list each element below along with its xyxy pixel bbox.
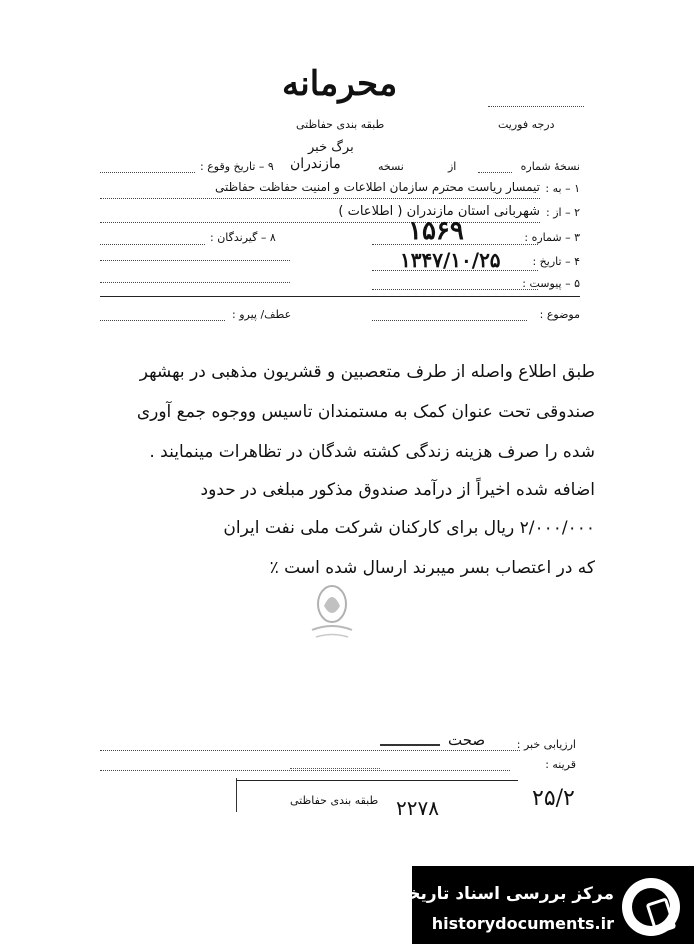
event-date-label: ۹ – تاریخ وقوع : bbox=[200, 160, 274, 173]
footer-left-border bbox=[236, 778, 237, 812]
body-line-3: شده را صرف هزینه زندگی کشته شدگان در تظاهرات مینمایند . bbox=[149, 442, 595, 462]
watermark-org-name: مرکز بررسی اسناد تاریخی bbox=[391, 884, 614, 904]
subject-dots bbox=[372, 320, 527, 321]
archive-logo-icon bbox=[622, 878, 680, 936]
indication-dots bbox=[100, 770, 510, 771]
to-dots bbox=[100, 198, 540, 199]
to-label: ۱ – به : bbox=[545, 182, 580, 195]
evaluation-dots bbox=[100, 750, 520, 751]
footer-divider bbox=[236, 780, 518, 781]
date-label: ۴ – تاریخ : bbox=[532, 255, 580, 268]
reference-label: عطف/ پیرو : bbox=[232, 308, 292, 321]
date-dots bbox=[372, 270, 538, 271]
recipients-dots bbox=[100, 244, 205, 245]
from-copy-label: از bbox=[448, 160, 457, 173]
evaluation-scribble bbox=[380, 744, 440, 746]
evaluation-value: صحت bbox=[448, 731, 486, 749]
handwritten-note-left: ۲۲۷۸ bbox=[396, 796, 439, 820]
attachment-label: ۵ – پیوست : bbox=[522, 277, 580, 290]
watermark-site: historydocuments.ir bbox=[431, 914, 614, 933]
form-name: برگ خبر bbox=[308, 140, 354, 155]
from-label: ۲ – از : bbox=[546, 206, 580, 219]
recipients-dots-3 bbox=[100, 282, 290, 283]
date-value: ۱۳۴۷/۱۰/۲۵ bbox=[400, 248, 501, 272]
recipients-dots-2 bbox=[100, 260, 290, 261]
handwritten-note-right: ۲۵/۲ bbox=[532, 786, 575, 811]
emblem-stamp bbox=[306, 580, 358, 640]
body-line-6: که در اعتصاب بسر میبرند ارسال شده است ٪ bbox=[269, 558, 595, 578]
copy-number-label: نسخهٔ شماره bbox=[520, 160, 580, 173]
subject-label: موضوع : bbox=[539, 308, 580, 321]
header-divider bbox=[100, 296, 580, 297]
copies-label: نسخه bbox=[378, 160, 404, 173]
body-line-2: صندوقی تحت عنوان کمک به مستمندان تاسیس ووجوه جمع آوری bbox=[136, 402, 595, 422]
attachment-dots bbox=[372, 289, 538, 290]
number-dots bbox=[372, 244, 538, 245]
indication-label: قرینه : bbox=[545, 758, 576, 771]
body-line-5: ۲/۰۰۰/۰۰۰ ریال برای کارکنان شرکت ملی نفت ایران bbox=[223, 518, 595, 538]
body-line-4: اضافه شده اخیراً از درآمد صندوق مذکور مبلغی در حدود bbox=[200, 480, 595, 500]
from-value: شهربانی استان مازندران ( اطلاعات ) bbox=[338, 204, 540, 219]
classification-bottom: طبقه بندی حفاظتی bbox=[290, 794, 379, 807]
recipients-label: ۸ – گیرندگان : bbox=[210, 231, 276, 244]
evaluation-label: ارزیابی خبر : bbox=[516, 738, 576, 751]
reference-dots bbox=[100, 320, 225, 321]
classification-top: طبقه بندی حفاظتی bbox=[296, 118, 385, 131]
to-value: تیمسار ریاست محترم سازمان اطلاعات و امنیت حفاظت حفاظتی bbox=[215, 180, 540, 194]
body-line-1: طبق اطلاع واصله از طرف متعصبین و قشریون مذهبی در بهشهر bbox=[139, 362, 595, 382]
number-label: ۳ – شماره : bbox=[524, 231, 580, 244]
urgency-dots bbox=[488, 106, 584, 107]
copy-number-dots bbox=[478, 172, 512, 173]
urgency-label: درجه فوریت bbox=[498, 118, 555, 131]
from-dots bbox=[100, 222, 540, 223]
number-value: ۱۵۶۹ bbox=[408, 216, 464, 246]
event-date-dots bbox=[100, 172, 195, 173]
document-title: محرمانه bbox=[282, 64, 398, 104]
event-place-value: مازندران bbox=[290, 156, 341, 172]
indication-scribble bbox=[290, 768, 380, 769]
